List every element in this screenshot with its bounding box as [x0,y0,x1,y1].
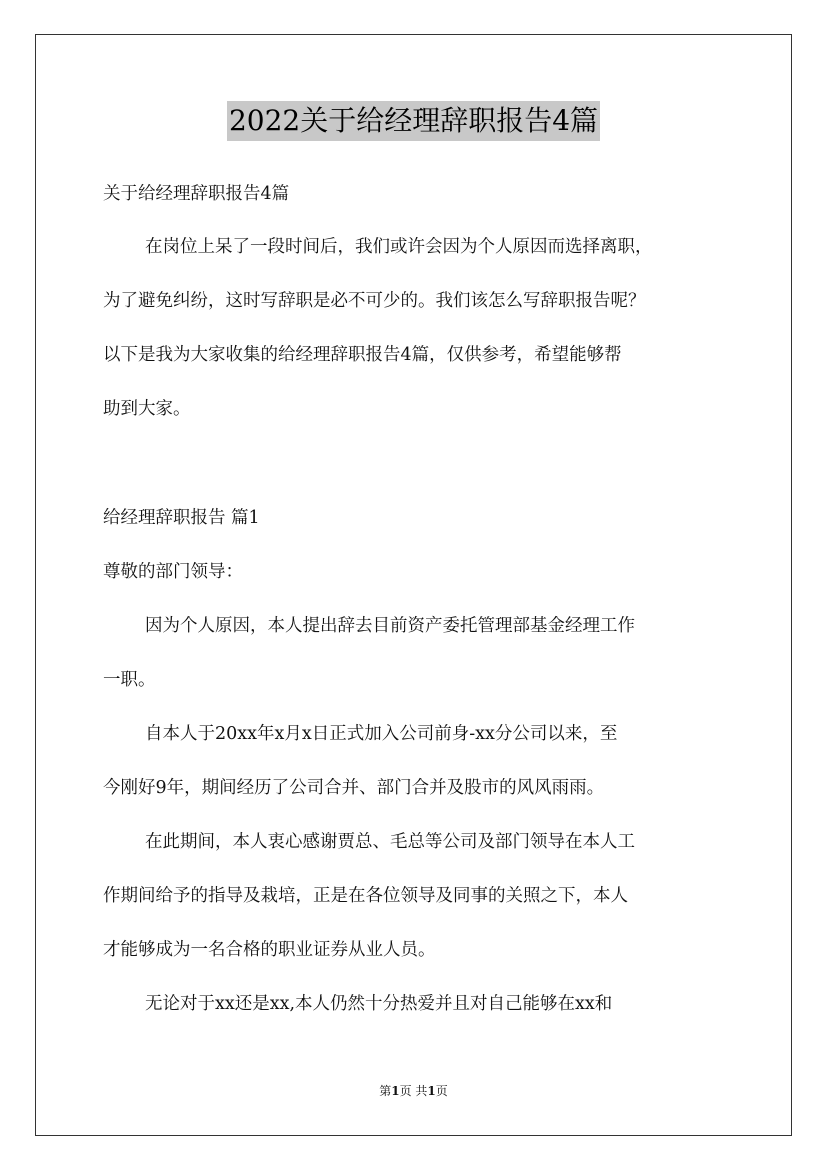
document-subtitle: 关于给经理辞职报告4篇 [103,184,290,204]
footer-mid: 页 共 [399,1084,428,1098]
body-line-8: 无论对于xx还是xx,本人仍然十分热爱并且对自己能够在xx和 [145,994,613,1014]
body-line-4: 今刚好9年，期间经历了公司合并、部门合并及股市的风风雨雨。 [103,778,605,798]
body-line-6: 作期间给予的指导及栽培，正是在各位领导及同事的关照之下，本人 [103,886,628,906]
footer-current-page: 1 [391,1084,400,1098]
page-footer [0,1083,827,1099]
footer-total-pages: 1 [427,1084,436,1098]
intro-line-4: 助到大家。 [103,399,191,419]
document-title: 2022关于给经理辞职报告4篇 [227,101,600,141]
footer-prefix: 第 [379,1084,392,1098]
body-line-7: 才能够成为一名合格的职业证券从业人员。 [103,940,436,960]
section-heading: 给经理辞职报告 篇1 [103,508,260,528]
body-line-3: 自本人于20xx年x月x日正式加入公司前身-xx分公司以来，至 [145,724,618,744]
title-container [0,101,827,141]
intro-line-3: 以下是我为大家收集的给经理辞职报告4篇，仅供参考，希望能够帮 [103,345,622,365]
intro-line-1: 在岗位上呆了一段时间后，我们或许会因为个人原因而选择离职， [145,237,653,257]
body-line-5: 在此期间，本人衷心感谢贾总、毛总等公司及部门领导在本人工 [145,832,635,852]
body-line-1: 因为个人原因，本人提出辞去目前资产委托管理部基金经理工作 [145,616,635,636]
footer-suffix: 页 [435,1084,448,1098]
body-line-2: 一职。 [103,670,156,690]
intro-line-2: 为了避免纠纷，这时写辞职是必不可少的。我们该怎么写辞职报告呢？ [103,291,646,311]
salutation: 尊敬的部门领导： [103,562,243,582]
